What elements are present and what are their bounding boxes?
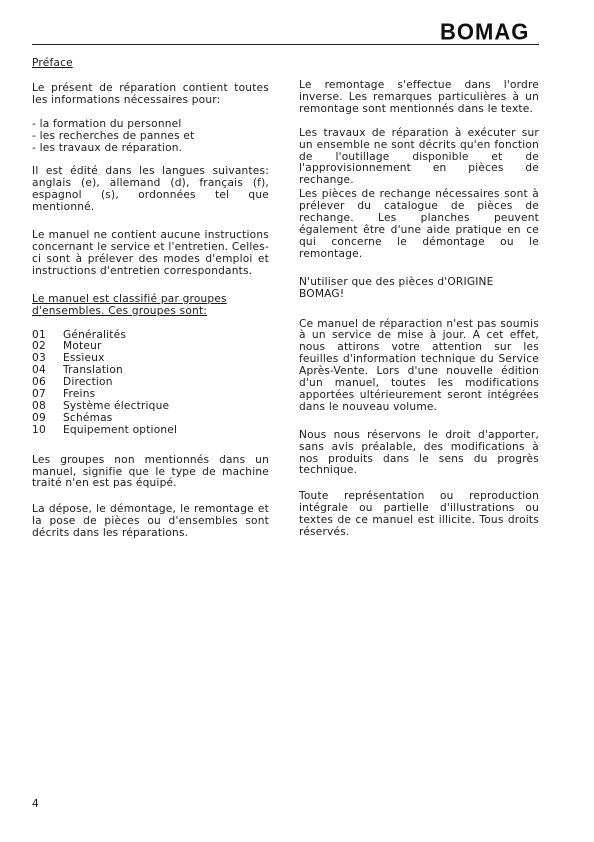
table-row: 03 Essieux <box>32 352 105 365</box>
page-number: 4 <box>32 798 39 810</box>
languages-paragraph: Il est édité dans les langues suivantes: anglais (e), allemand (d), français (f), espagnol (s), ordonnées tel que mentionné. <box>32 165 269 214</box>
repair-work-paragraph: Les travaux de réparation à exécuter sur un ensemble ne sont décrits qu'en fonction de l'outillage disponible et de l'approvisionnement en pièces de rechange. <box>299 126 539 187</box>
bomag-logo: BOMAG <box>440 18 530 45</box>
table-row: 06 Direction <box>32 376 113 389</box>
list-item: - les recherches de pannes et <box>32 131 269 143</box>
left-column <box>32 58 269 552</box>
preface-heading: Préface <box>32 57 73 69</box>
table-row: 10 Equipement optionel <box>32 423 178 436</box>
reassembly-paragraph: Le remontage s'effectue dans l'ordre inverse. Les remarques particulières à un remontage sont mentionnés dans le texte. <box>299 79 539 115</box>
list-item: - les travaux de réparation. <box>32 143 269 155</box>
intro-paragraph: Le présent de réparation contient toutes les informations nécessaires pour: <box>32 81 269 106</box>
update-service-paragraph: Ce manuel de réparaction n'est pas soumis à un service de mise à jour. A cet effet, nous attirons votre attention sur les feuilles d'information technique du Service Après-Vente. Lors d'une nouvelle édition d'un manuel, toutes les modifications apportées ultérieurement seront intégrées dans le nouveau volume. <box>299 317 539 413</box>
table-row: 04 Translation <box>32 364 123 377</box>
table-row: 07 Freins <box>32 388 96 401</box>
copyright-paragraph: Toute représentation ou reproduction intégrale ou partielle d'illustrations ou textes de ce manuel est illicite. Tous droits réservés. <box>299 490 539 539</box>
table-row: 08 Système électrique <box>32 399 170 412</box>
right-column <box>299 58 539 551</box>
manual-note-paragraph: Le manuel ne contient aucune instructions concernant le service et l'entretien. Celles-ci sont à prélever des modes d'emploi et instructions d'entretien correspondants. <box>32 229 269 277</box>
original-parts-paragraph: N'utiliser que des pièces d'ORIGINE BOMAG! <box>299 275 494 300</box>
list-item: - la formation du personnel <box>32 119 269 131</box>
table-row: 09 Schémas <box>32 411 113 424</box>
table-row: 01 Généralités <box>32 328 127 341</box>
table-row: 02 Moteur <box>32 340 102 353</box>
groups-heading: Le manuel est classifié par groupes d'ensembles. Ces groupes sont: <box>32 292 227 317</box>
groups-table <box>32 330 177 437</box>
header-rule <box>32 44 539 45</box>
groups-note-paragraph: Les groupes non mentionnés dans un manuel, signifie que le type de machine traité n'en est pas équipé. <box>32 453 269 490</box>
spare-parts-paragraph: Les pièces de rechange nécessaires sont à prélever du catalogue de pièces de rechange. Les planches peuvent également être d'une aide pratique en ce qui concerne le démontage ou le remontage. <box>299 188 539 260</box>
reservation-paragraph: Nous nous réservons le droit d'apporter, sans avis préalable, des modifications à nos produits dans le sens du progrès technique. <box>299 428 539 477</box>
purpose-list <box>32 119 269 155</box>
removal-note-paragraph: La dépose, le démontage, le remontage et la pose de pièces ou d'ensembles sont décrits dans les réparations. <box>32 503 269 540</box>
